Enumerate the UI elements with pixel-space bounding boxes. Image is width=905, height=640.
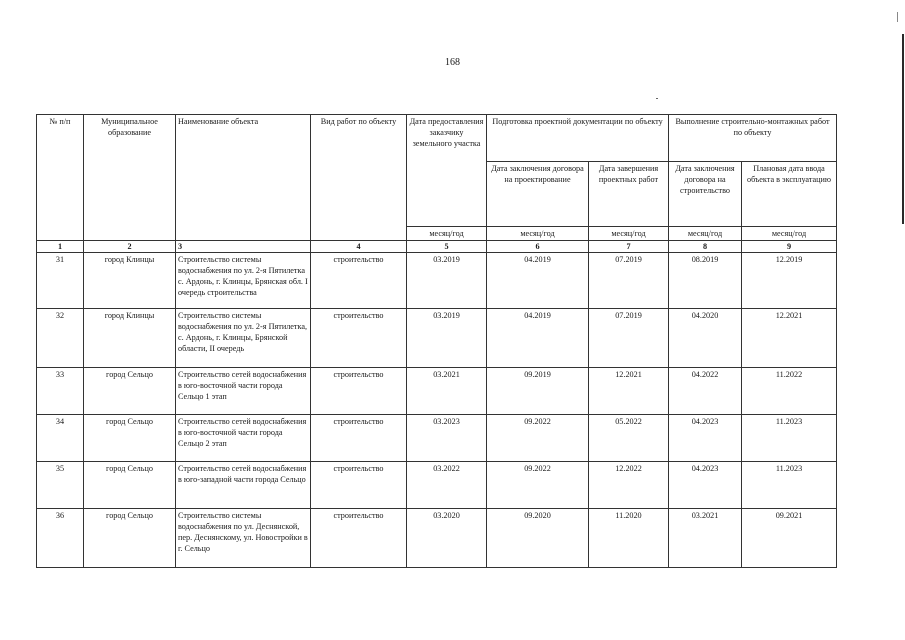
header-commission: Плановая дата ввода объекта в эксплуатацию bbox=[742, 162, 837, 227]
table-row bbox=[37, 309, 837, 368]
row-number: 33 bbox=[37, 368, 84, 415]
row-object: Строительство сетей водоснабжения в юго-восточной части города Сельцо 2 этап bbox=[176, 415, 311, 462]
row-work-type: строительство bbox=[311, 253, 407, 309]
header-design-end: Дата завершения проектных работ bbox=[589, 162, 669, 227]
row-design-contract: 09.2022 bbox=[487, 415, 589, 462]
scan-artifact-top bbox=[897, 12, 898, 22]
row-design-contract: 09.2019 bbox=[487, 368, 589, 415]
row-object: Строительство сетей водоснабжения в юго-западной части города Сельцо bbox=[176, 462, 311, 509]
row-build-contract: 08.2019 bbox=[669, 253, 742, 309]
row-design-end: 05.2022 bbox=[589, 415, 669, 462]
row-number: 31 bbox=[37, 253, 84, 309]
row-commission: 12.2019 bbox=[742, 253, 837, 309]
row-build-contract: 04.2023 bbox=[669, 415, 742, 462]
unit-cell: месяц/год bbox=[669, 227, 742, 241]
table-row bbox=[37, 253, 837, 309]
row-design-contract: 09.2022 bbox=[487, 462, 589, 509]
row-number: 34 bbox=[37, 415, 84, 462]
table-row bbox=[37, 415, 837, 462]
header-build-group: Выполнение строительно-монтажных работ по объекту bbox=[669, 115, 837, 162]
row-design-contract: 09.2020 bbox=[487, 509, 589, 568]
row-object: Строительство системы водоснабжения по ул. 2-я Пятилетка, с. Ардонь, г. Клинцы, Брянской области, II очередь bbox=[176, 309, 311, 368]
row-commission: 11.2023 bbox=[742, 462, 837, 509]
unit-cell: месяц/год bbox=[487, 227, 589, 241]
data-table bbox=[36, 114, 837, 568]
unit-cell: месяц/год bbox=[407, 227, 487, 241]
page-number: 168 bbox=[445, 57, 460, 68]
column-numbers-row bbox=[37, 241, 837, 253]
scan-dot bbox=[656, 98, 658, 99]
row-work-type: строительство bbox=[311, 462, 407, 509]
row-work-type: строительство bbox=[311, 509, 407, 568]
header-design-group: Подготовка проектной документации по объекту bbox=[487, 115, 669, 162]
column-number: 2 bbox=[84, 241, 176, 253]
row-land-date: 03.2020 bbox=[407, 509, 487, 568]
header-design-contract: Дата заключения договора на проектирование bbox=[487, 162, 589, 227]
row-number: 36 bbox=[37, 509, 84, 568]
header-num: № п/п bbox=[37, 115, 84, 241]
row-commission: 11.2023 bbox=[742, 415, 837, 462]
row-land-date: 03.2023 bbox=[407, 415, 487, 462]
unit-cell: месяц/год bbox=[742, 227, 837, 241]
row-municipality: город Сельцо bbox=[84, 509, 176, 568]
column-number: 8 bbox=[669, 241, 742, 253]
row-municipality: город Сельцо bbox=[84, 368, 176, 415]
row-object: Строительство системы водоснабжения по ул. Деснянской, пер. Деснянскому, ул. Новостройки в г. Сельцо bbox=[176, 509, 311, 568]
row-build-contract: 04.2023 bbox=[669, 462, 742, 509]
header-row-1 bbox=[37, 115, 837, 162]
column-number: 7 bbox=[589, 241, 669, 253]
header-land-date: Дата предоставления заказчику земельного участка bbox=[407, 115, 487, 227]
header-municipality: Муниципальное образование bbox=[84, 115, 176, 241]
column-number: 9 bbox=[742, 241, 837, 253]
row-design-end: 12.2022 bbox=[589, 462, 669, 509]
column-number: 3 bbox=[176, 241, 311, 253]
row-land-date: 03.2019 bbox=[407, 309, 487, 368]
row-object: Строительство сетей водоснабжения в юго-восточной части города Сельцо 1 этап bbox=[176, 368, 311, 415]
header-build-contract: Дата заключения договора на строительство bbox=[669, 162, 742, 227]
row-land-date: 03.2019 bbox=[407, 253, 487, 309]
row-work-type: строительство bbox=[311, 309, 407, 368]
row-build-contract: 03.2021 bbox=[669, 509, 742, 568]
row-number: 35 bbox=[37, 462, 84, 509]
row-municipality: город Клинцы bbox=[84, 309, 176, 368]
column-number: 6 bbox=[487, 241, 589, 253]
row-number: 32 bbox=[37, 309, 84, 368]
column-number: 5 bbox=[407, 241, 487, 253]
row-design-contract: 04.2019 bbox=[487, 309, 589, 368]
column-number: 4 bbox=[311, 241, 407, 253]
column-number: 1 bbox=[37, 241, 84, 253]
table-row bbox=[37, 509, 837, 568]
row-municipality: город Клинцы bbox=[84, 253, 176, 309]
row-land-date: 03.2021 bbox=[407, 368, 487, 415]
row-work-type: строительство bbox=[311, 415, 407, 462]
row-work-type: строительство bbox=[311, 368, 407, 415]
unit-cell: месяц/год bbox=[589, 227, 669, 241]
table-row bbox=[37, 462, 837, 509]
row-land-date: 03.2022 bbox=[407, 462, 487, 509]
row-design-end: 12.2021 bbox=[589, 368, 669, 415]
row-design-end: 07.2019 bbox=[589, 253, 669, 309]
row-build-contract: 04.2020 bbox=[669, 309, 742, 368]
row-commission: 11.2022 bbox=[742, 368, 837, 415]
table-row bbox=[37, 368, 837, 415]
row-municipality: город Сельцо bbox=[84, 415, 176, 462]
row-commission: 09.2021 bbox=[742, 509, 837, 568]
row-commission: 12.2021 bbox=[742, 309, 837, 368]
header-work-type: Вид работ по объекту bbox=[311, 115, 407, 241]
header-object: Наименование объекта bbox=[176, 115, 311, 241]
row-design-contract: 04.2019 bbox=[487, 253, 589, 309]
row-design-end: 11.2020 bbox=[589, 509, 669, 568]
row-build-contract: 04.2022 bbox=[669, 368, 742, 415]
row-design-end: 07.2019 bbox=[589, 309, 669, 368]
row-municipality: город Сельцо bbox=[84, 462, 176, 509]
row-object: Строительство системы водоснабжения по ул. 2-я Пятилетка с. Ардонь, г. Клинцы, Брянская обл. I очередь строительства bbox=[176, 253, 311, 309]
